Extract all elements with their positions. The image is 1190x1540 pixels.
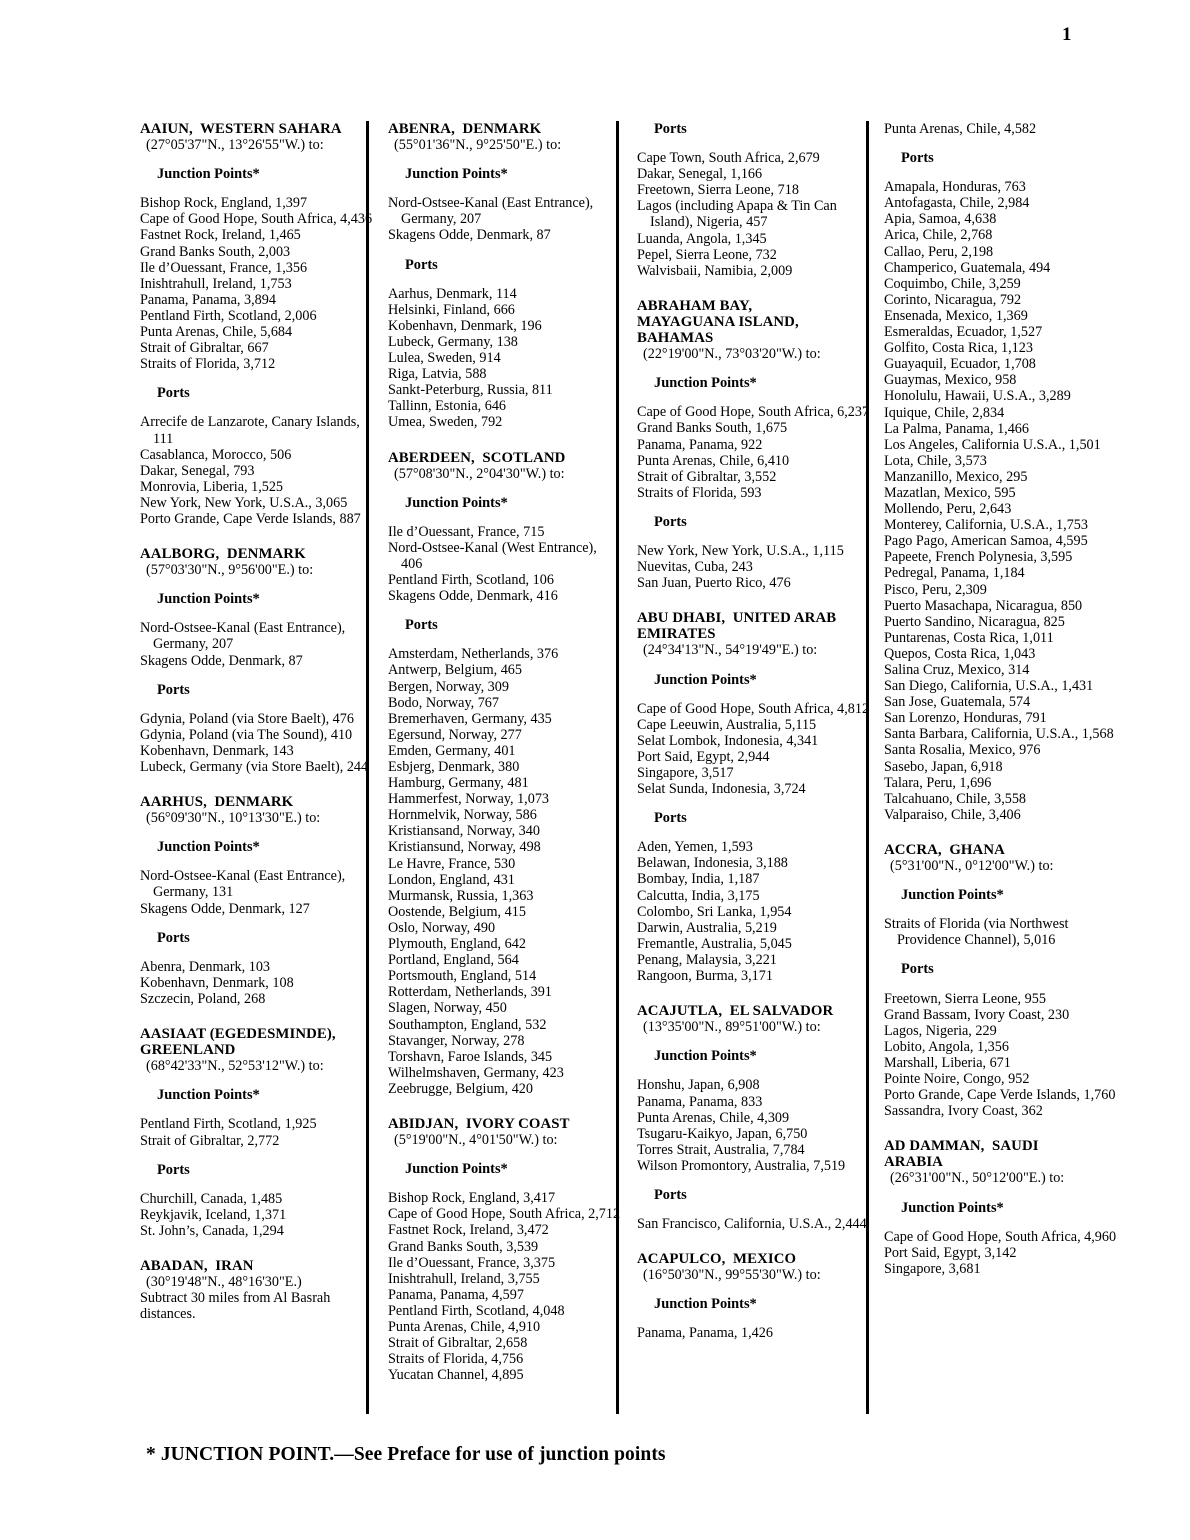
section-subheading: Junction Points* (901, 1199, 1004, 1216)
distance-item: Strait of Gibraltar, 667 (140, 340, 269, 357)
distance-item: Sankt-Peterburg, Russia, 811 (388, 382, 553, 399)
entry-title: EMIRATES (637, 626, 716, 643)
distance-list (388, 1190, 621, 1383)
entry-title: BAHAMAS (637, 330, 714, 347)
distance-item: Dakar, Senegal, 1,166 (637, 166, 763, 183)
distance-item: Casablanca, Morocco, 506 (140, 446, 292, 463)
section-subheading: Ports (405, 256, 438, 273)
entry-title: AASIAAT (EGEDESMINDE), (140, 1026, 336, 1043)
entry-title: ACAJUTLA, EL SALVADOR (637, 1003, 834, 1020)
distance-list (884, 121, 1117, 137)
port-entry-header (140, 546, 373, 578)
port-entry-header (140, 121, 373, 153)
distance-list (637, 839, 870, 984)
distance-item: Selat Lombok, Indonesia, 4,341 (637, 732, 819, 749)
distance-item: Strait of Gibraltar, 3,552 (637, 468, 777, 485)
distance-item: Cape of Good Hope, South Africa, 4,436 (140, 211, 373, 228)
port-entry-header (884, 842, 1117, 874)
distance-item: San Francisco, California, U.S.A., 2,444 (637, 1216, 867, 1233)
distance-item: Nord-Ostsee-Kanal (East Entrance), Germany, 207 (388, 195, 594, 228)
distance-item: St. John’s, Canada, 1,294 (140, 1222, 284, 1239)
entry-title: ARABIA (884, 1154, 943, 1171)
distance-item: Umea, Sweden, 792 (388, 414, 503, 431)
entry-coordinates: (16°50'30"N., 99°55'30"W.) to: (643, 1267, 821, 1284)
distance-item: Mazatlan, Mexico, 595 (884, 484, 1016, 501)
entry-title: ACAPULCO, MEXICO (637, 1251, 797, 1268)
distance-item: Puntarenas, Costa Rica, 1,011 (884, 629, 1054, 646)
distance-item: Bodo, Norway, 767 (388, 694, 499, 711)
entry-coordinates: (26°31'00"N., 50°12'00"E.) to: (890, 1170, 1065, 1187)
distance-item: Straits of Florida, 3,712 (140, 356, 276, 373)
distance-list (388, 524, 621, 604)
entry-title: ABENRA, DENMARK (388, 121, 542, 137)
distance-item: Luanda, Angola, 1,345 (637, 230, 767, 247)
entry-title: ABADAN, IRAN (140, 1257, 254, 1274)
distance-item: Honshu, Japan, 6,908 (637, 1077, 760, 1094)
entry-coordinates: (55°01'36"N., 9°25'50"E.) to: (394, 137, 562, 154)
entry-coordinates: (57°03'30"N., 9°56'00"E.) to: (146, 562, 314, 579)
distance-item: Punta Arenas, Chile, 4,582 (884, 121, 1037, 137)
distance-item: Riga, Latvia, 588 (388, 366, 487, 383)
distance-item: Cape of Good Hope, South Africa, 2,712 (388, 1206, 621, 1223)
distance-item: Aarhus, Denmark, 114 (388, 285, 517, 302)
section-subheading: Junction Points* (157, 1087, 260, 1104)
distance-list (884, 916, 1117, 948)
distance-item: Ile d’Ouessant, France, 3,375 (388, 1254, 556, 1271)
distance-item: Champerico, Guatemala, 494 (884, 259, 1051, 276)
distance-item: Portsmouth, England, 514 (388, 968, 537, 985)
distance-item: Manzanillo, Mexico, 295 (884, 468, 1028, 485)
section-subheading: Junction Points* (405, 166, 508, 183)
distance-item: Bergen, Norway, 309 (388, 678, 509, 695)
distance-item: Slagen, Norway, 450 (388, 1000, 507, 1017)
distance-item: Rotterdam, Netherlands, 391 (388, 984, 552, 1001)
distance-item: Ile d’Ouessant, France, 1,356 (140, 259, 308, 276)
distance-item: Kobenhavn, Denmark, 143 (140, 742, 294, 759)
distance-list (388, 195, 621, 243)
distance-item: Panama, Panama, 1,426 (637, 1325, 773, 1342)
section-subheading: Junction Points* (157, 166, 260, 183)
distance-item: Puerto Masachapa, Nicaragua, 850 (884, 597, 1083, 614)
entry-title: ABERDEEN, SCOTLAND (388, 449, 566, 466)
distance-list (388, 646, 621, 1097)
distance-list (637, 1325, 870, 1341)
distance-item: Punta Arenas, Chile, 6,410 (637, 452, 790, 469)
distance-item: Freetown, Sierra Leone, 718 (637, 182, 799, 199)
distance-item: Torshavn, Faroe Islands, 345 (388, 1048, 553, 1065)
entry-coordinates: (57°08'30"N., 2°04'30"W.) to: (394, 465, 565, 482)
distance-item: Rangoon, Burma, 3,171 (637, 968, 773, 985)
distance-item: Guaymas, Mexico, 958 (884, 372, 1017, 389)
distance-item: Grand Banks South, 3,539 (388, 1238, 539, 1255)
section-subheading: Ports (654, 810, 687, 827)
distance-item: Hornmelvik, Norway, 586 (388, 807, 537, 824)
port-entry-header (884, 1138, 1117, 1186)
distance-item: Valparaiso, Chile, 3,406 (884, 806, 1021, 823)
entry-title: ABU DHABI, UNITED ARAB (637, 610, 837, 627)
distance-item: Salina Cruz, Mexico, 314 (884, 662, 1030, 678)
distance-item: Nord-Ostsee-Kanal (East Entrance), Germany, 207 (140, 620, 346, 653)
distance-item: Straits of Florida (via Northwest Providence Channel), 5,016 (884, 916, 1069, 949)
distance-item: Grand Banks South, 2,003 (140, 243, 291, 260)
distance-item: Arica, Chile, 2,768 (884, 227, 993, 244)
distance-item: Freetown, Sierra Leone, 955 (884, 990, 1046, 1007)
distance-item: Szczecin, Poland, 268 (140, 990, 266, 1007)
section-subheading: Junction Points* (157, 591, 260, 608)
distance-item: Straits of Florida, 593 (637, 484, 762, 501)
distance-list (140, 868, 373, 916)
section-subheading: Junction Points* (654, 1048, 757, 1065)
distance-item: Pisco, Peru, 2,309 (884, 581, 987, 598)
distance-item: Punta Arenas, Chile, 4,910 (388, 1319, 541, 1335)
entry-title: GREENLAND (140, 1042, 236, 1059)
section-subheading: Ports (157, 385, 190, 402)
section-subheading: Ports (654, 513, 687, 530)
distance-item: Helsinki, Finland, 666 (388, 301, 515, 318)
distance-item: Walvisbaii, Namibia, 2,009 (637, 262, 793, 279)
distance-item: Lubeck, Germany (via Store Baelt), 244 (140, 759, 369, 775)
port-entry-header (637, 1251, 870, 1283)
entry-coordinates: (68°42'33"N., 52°53'12"W.) to: (146, 1058, 324, 1075)
distance-item: Nuevitas, Cuba, 243 (637, 559, 753, 576)
distance-item: Colombo, Sri Lanka, 1,954 (637, 903, 792, 920)
distance-item: Panama, Panama, 833 (637, 1093, 763, 1110)
distance-item: Talara, Peru, 1,696 (884, 774, 992, 791)
distance-item: Pepel, Sierra Leone, 732 (637, 246, 777, 263)
distance-list (884, 1229, 1117, 1277)
entry-note: Subtract 30 miles from Al Basrah distances. (140, 1290, 331, 1323)
distance-item: Coquimbo, Chile, 3,259 (884, 275, 1021, 292)
distance-item: Oostende, Belgium, 415 (388, 903, 526, 920)
distance-item: Tsugaru-Kaikyo, Japan, 6,750 (637, 1125, 808, 1142)
distance-item: Gdynia, Poland (via The Sound), 410 (140, 726, 353, 743)
port-entry-header (637, 298, 870, 362)
distance-list (140, 195, 373, 372)
entry-coordinates: (5°19'00"N., 4°01'50"W.) to: (394, 1132, 558, 1149)
entry-title: AD DAMMAN, SAUDI (884, 1138, 1039, 1155)
entry-coordinates: (27°05'37"N., 13°26'55"W.) to: (146, 137, 324, 154)
distance-list (884, 179, 1117, 823)
distance-list (388, 286, 621, 431)
port-entry-header (388, 121, 621, 153)
entry-title: ABRAHAM BAY, (637, 297, 753, 314)
distance-item: San Diego, California, U.S.A., 1,431 (884, 678, 1094, 695)
distance-item: Quepos, Costa Rica, 1,043 (884, 645, 1036, 662)
port-entry-header (637, 610, 870, 658)
entry-coordinates: (22°19'00"N., 73°03'20"W.) to: (643, 346, 821, 363)
section-subheading: Junction Points* (654, 671, 757, 688)
distance-item: Amapala, Honduras, 763 (884, 179, 1026, 196)
distance-item: Cape Leeuwin, Australia, 5,115 (637, 716, 817, 733)
distance-list (140, 620, 373, 668)
distance-item: Pointe Noire, Congo, 952 (884, 1070, 1030, 1087)
distance-item: San Jose, Guatemala, 574 (884, 694, 1031, 711)
distance-item: Guayaquil, Ecuador, 1,708 (884, 356, 1036, 373)
distance-item: Pentland Firth, Scotland, 2,006 (140, 307, 317, 324)
port-entry-header (637, 1003, 870, 1035)
distance-item: Monrovia, Liberia, 1,525 (140, 478, 284, 495)
distance-item: Torres Strait, Australia, 7,784 (637, 1141, 805, 1158)
distance-item: Porto Grande, Cape Verde Islands, 1,760 (884, 1087, 1116, 1104)
distance-item: Santa Barbara, California, U.S.A., 1,568 (884, 726, 1114, 743)
entry-title: ABIDJAN, IVORY COAST (388, 1115, 570, 1132)
distance-item: Calcutta, India, 3,175 (637, 887, 760, 904)
distance-item: Bremerhaven, Germany, 435 (388, 710, 552, 727)
distance-item: San Juan, Puerto Rico, 476 (637, 575, 791, 592)
distance-item: Antwerp, Belgium, 465 (388, 662, 522, 679)
distance-item: Selat Sunda, Indonesia, 3,724 (637, 781, 806, 798)
distance-item: Esmeraldas, Ecuador, 1,527 (884, 324, 1043, 341)
distance-item: Churchill, Canada, 1,485 (140, 1190, 283, 1207)
section-subheading: Junction Points* (654, 375, 757, 392)
section-subheading: Ports (901, 150, 934, 167)
distance-item: Port Said, Egypt, 3,142 (884, 1244, 1017, 1261)
distance-item: Wilhelmshaven, Germany, 423 (388, 1064, 564, 1081)
distance-item: Gdynia, Poland (via Store Baelt), 476 (140, 710, 354, 727)
distance-item: Bishop Rock, England, 1,397 (140, 195, 308, 212)
distance-item: Porto Grande, Cape Verde Islands, 887 (140, 510, 361, 527)
distance-item: Lagos, Nigeria, 229 (884, 1022, 997, 1039)
distance-item: Kristiansund, Norway, 498 (388, 839, 541, 856)
distance-item: Skagens Odde, Denmark, 87 (140, 652, 303, 669)
section-subheading: Junction Points* (654, 1296, 757, 1313)
section-subheading: Junction Points* (405, 494, 508, 511)
distance-item: Amsterdam, Netherlands, 376 (388, 646, 559, 663)
distance-item: Corinto, Nicaragua, 792 (884, 291, 1022, 308)
distance-list (140, 959, 373, 1007)
distance-item: Lubeck, Germany, 138 (388, 333, 518, 350)
distance-item: Papeete, French Polynesia, 3,595 (884, 549, 1073, 566)
distance-item: Antofagasta, Chile, 2,984 (884, 195, 1030, 212)
distance-item: Pentland Firth, Scotland, 4,048 (388, 1302, 565, 1319)
distance-item: Inishtrahull, Ireland, 3,755 (388, 1270, 540, 1287)
distance-item: Cape of Good Hope, South Africa, 6,237 (637, 404, 870, 421)
distance-item: Ile d’Ouessant, France, 715 (388, 523, 545, 540)
distance-item: Hammerfest, Norway, 1,073 (388, 791, 550, 808)
page-number: 1 (1062, 24, 1072, 45)
distance-item: Inishtrahull, Ireland, 1,753 (140, 275, 292, 292)
distance-item: Iquique, Chile, 2,834 (884, 404, 1005, 421)
entry-coordinates: (56°09'30"N., 10°13'30"E.) to: (146, 810, 321, 827)
distance-item: Plymouth, England, 642 (388, 936, 526, 953)
distance-item: Los Angeles, California U.S.A., 1,501 (884, 436, 1101, 453)
distance-item: Aden, Yemen, 1,593 (637, 839, 753, 856)
distance-item: Panama, Panama, 4,597 (388, 1286, 524, 1303)
distance-item: Lota, Chile, 3,573 (884, 452, 987, 469)
column-4 (884, 121, 1117, 1277)
distance-item: Skagens Odde, Denmark, 416 (388, 588, 558, 605)
distance-item: Punta Arenas, Chile, 5,684 (140, 324, 293, 341)
distance-item: Murmansk, Russia, 1,363 (388, 887, 534, 904)
distance-item: Nord-Ostsee-Kanal (East Entrance), Germany, 131 (140, 868, 346, 901)
distance-item: Santa Rosalia, Mexico, 976 (884, 742, 1041, 759)
distance-item: Callao, Peru, 2,198 (884, 243, 994, 260)
distance-item: Straits of Florida, 4,756 (388, 1351, 524, 1368)
distance-item: Fastnet Rock, Ireland, 3,472 (388, 1222, 549, 1239)
distance-item: New York, New York, U.S.A., 3,065 (140, 494, 348, 511)
distance-item: Port Said, Egypt, 2,944 (637, 748, 770, 765)
distance-item: London, England, 431 (388, 871, 515, 888)
distance-item: Grand Bassam, Ivory Coast, 230 (884, 1006, 1070, 1023)
distance-item: Stavanger, Norway, 278 (388, 1032, 525, 1049)
distance-item: Egersund, Norway, 277 (388, 726, 522, 743)
distance-list (637, 701, 870, 798)
distance-item: Cape of Good Hope, South Africa, 4,960 (884, 1228, 1117, 1245)
distance-item: Puerto Sandino, Nicaragua, 825 (884, 613, 1065, 630)
distance-item: Abenra, Denmark, 103 (140, 958, 271, 975)
distance-item: Lulea, Sweden, 914 (388, 350, 501, 367)
entry-title: ACCRA, GHANA (884, 841, 1005, 858)
column-1 (140, 121, 373, 1322)
distance-item: Bishop Rock, England, 3,417 (388, 1190, 556, 1207)
distance-item: Lagos (including Apapa & Tin Can Island), Nigeria, 457 (637, 198, 837, 231)
distance-item: Pentland Firth, Scotland, 1,925 (140, 1116, 317, 1133)
distance-item: Sasebo, Japan, 6,918 (884, 758, 1003, 775)
distance-list (140, 711, 373, 775)
distance-list (637, 1077, 870, 1174)
distance-item: Golfito, Costa Rica, 1,123 (884, 340, 1033, 357)
distance-item: Panama, Panama, 3,894 (140, 291, 276, 308)
distance-item: Punta Arenas, Chile, 4,309 (637, 1109, 790, 1126)
distance-item: Monterey, California, U.S.A., 1,753 (884, 517, 1088, 534)
entry-coordinates: (24°34'13"N., 54°19'49"E.) to: (643, 642, 818, 659)
section-subheading: Ports (901, 961, 934, 978)
distance-item: Talcahuano, Chile, 3,558 (884, 790, 1027, 807)
section-subheading: Ports (157, 681, 190, 698)
junction-point-footnote: * JUNCTION POINT.—See Preface for use of junction points (146, 1444, 666, 1465)
distance-item: Kobenhavn, Denmark, 196 (388, 317, 542, 334)
distance-item: Zeebrugge, Belgium, 420 (388, 1080, 533, 1097)
distance-item: Pentland Firth, Scotland, 106 (388, 572, 554, 589)
distance-item: Pago Pago, American Samoa, 4,595 (884, 533, 1088, 550)
distance-item: Oslo, Norway, 490 (388, 919, 496, 936)
distance-item: Dakar, Senegal, 793 (140, 462, 255, 479)
distance-item: Skagens Odde, Denmark, 87 (388, 227, 551, 244)
distance-item: Fastnet Rock, Ireland, 1,465 (140, 227, 301, 244)
distance-item: Le Havre, France, 530 (388, 855, 516, 872)
entry-title: MAYAGUANA ISLAND, (637, 313, 799, 330)
entry-title: AAIUN, WESTERN SAHARA (140, 121, 342, 137)
distance-item: Pedregal, Panama, 1,184 (884, 565, 1025, 582)
distance-item: Reykjavik, Iceland, 1,371 (140, 1206, 287, 1223)
distance-item: Wilson Promontory, Australia, 7,519 (637, 1157, 846, 1174)
distance-list (140, 1191, 373, 1239)
distance-item: Grand Banks South, 1,675 (637, 420, 788, 437)
port-entry-header (140, 1258, 373, 1322)
distance-item: Bombay, India, 1,187 (637, 871, 760, 888)
distance-item: Lobito, Angola, 1,356 (884, 1038, 1009, 1055)
distance-item: Sassandra, Ivory Coast, 362 (884, 1103, 1043, 1120)
distance-item: Singapore, 3,517 (637, 765, 734, 781)
section-subheading: Junction Points* (405, 1161, 508, 1178)
column-2 (388, 121, 621, 1383)
distance-item: Ensenada, Mexico, 1,369 (884, 307, 1028, 324)
distance-item: Arrecife de Lanzarote, Canary Islands, 111 (140, 414, 360, 447)
entry-coordinates: (13°35'00"N., 89°51'00"W.) to: (643, 1019, 821, 1036)
entry-title: AARHUS, DENMARK (140, 794, 294, 811)
distance-item: Penang, Malaysia, 3,221 (637, 951, 777, 968)
distance-item: Belawan, Indonesia, 3,188 (637, 855, 788, 872)
port-entry-header (140, 794, 373, 826)
distance-item: Strait of Gibraltar, 2,772 (140, 1132, 280, 1149)
distance-item: Singapore, 3,681 (884, 1260, 981, 1277)
distance-list (140, 414, 373, 527)
distance-item: Kristiansand, Norway, 340 (388, 823, 540, 840)
distance-item: Cape of Good Hope, South Africa, 4,812 (637, 700, 870, 717)
entry-coordinates: (5°31'00"N., 0°12'00"W.) to: (890, 858, 1054, 875)
distance-list (140, 1116, 373, 1148)
distance-item: Panama, Panama, 922 (637, 436, 763, 453)
distance-item: Esbjerg, Denmark, 380 (388, 759, 520, 775)
distance-item: Strait of Gibraltar, 2,658 (388, 1335, 528, 1352)
distance-list (637, 1216, 870, 1232)
distance-item: Apia, Samoa, 4,638 (884, 211, 997, 228)
entry-title: AALBORG, DENMARK (140, 546, 306, 563)
port-entry-header (388, 450, 621, 482)
section-subheading: Ports (654, 121, 687, 137)
distance-item: Cape Town, South Africa, 2,679 (637, 150, 820, 167)
distance-item: Yucatan Channel, 4,895 (388, 1367, 524, 1384)
distance-item: New York, New York, U.S.A., 1,115 (637, 542, 844, 559)
distance-item: Mollendo, Peru, 2,643 (884, 501, 1012, 518)
distance-item: Marshall, Liberia, 671 (884, 1054, 1011, 1071)
distance-list (637, 404, 870, 501)
entry-coordinates: (30°19'48"N., 48°16'30"E.) (146, 1274, 302, 1291)
distance-item: Southampton, England, 532 (388, 1016, 547, 1033)
distance-list (637, 150, 870, 279)
port-entry-header (140, 1026, 373, 1074)
section-subheading: Ports (654, 1186, 687, 1203)
section-subheading: Junction Points* (901, 887, 1004, 904)
section-subheading: Junction Points* (157, 839, 260, 856)
section-subheading: Ports (157, 1161, 190, 1178)
distance-item: Skagens Odde, Denmark, 127 (140, 900, 310, 917)
distance-item: Nord-Ostsee-Kanal (West Entrance), 406 (388, 539, 597, 572)
column-3 (637, 121, 870, 1342)
port-entry-header (388, 1116, 621, 1148)
distance-item: La Palma, Panama, 1,466 (884, 420, 1029, 437)
distance-list (884, 991, 1117, 1120)
section-subheading: Ports (157, 929, 190, 946)
distance-item: Emden, Germany, 401 (388, 742, 516, 759)
distance-item: San Lorenzo, Honduras, 791 (884, 710, 1047, 727)
distance-item: Hamburg, Germany, 481 (388, 775, 529, 792)
distance-item: Darwin, Australia, 5,219 (637, 919, 777, 936)
distance-item: Kobenhavn, Denmark, 108 (140, 974, 294, 991)
section-subheading: Ports (405, 617, 438, 634)
distance-item: Tallinn, Estonia, 646 (388, 398, 507, 415)
distance-item: Honolulu, Hawaii, U.S.A., 3,289 (884, 388, 1071, 405)
distance-item: Fremantle, Australia, 5,045 (637, 935, 792, 952)
distance-list (637, 543, 870, 591)
distance-item: Portland, England, 564 (388, 952, 519, 969)
